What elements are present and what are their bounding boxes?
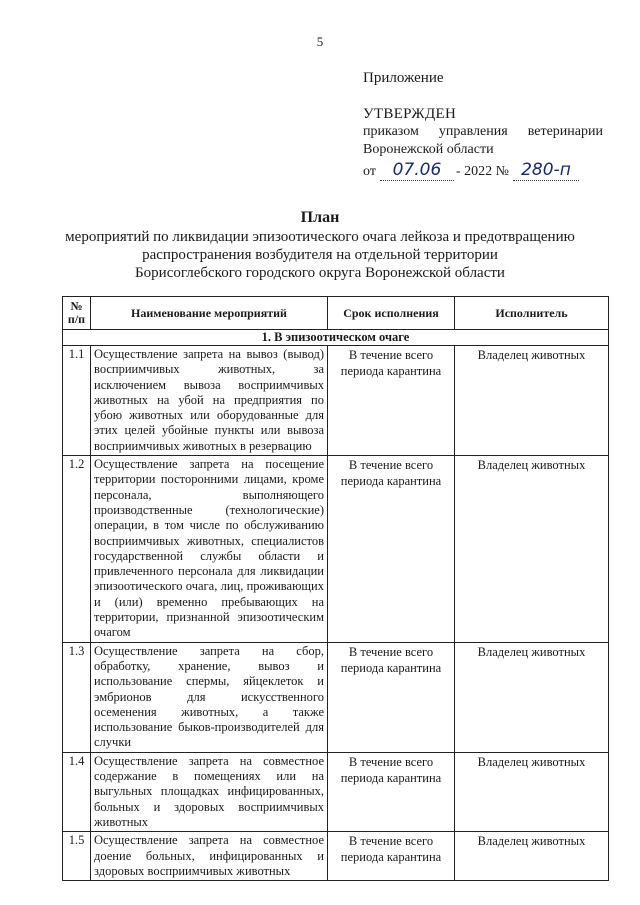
order-date-line [363,160,579,181]
plan-table [62,296,609,881]
row-term: В течение всего периода карантина [328,456,455,643]
row-num: 1.3 [63,642,91,752]
row-num: 1.2 [63,456,91,643]
order-word-3: ветеринарии [527,124,603,139]
row-term: В течение всего периода карантина [328,752,455,831]
row-term: В течение всего периода карантина [328,346,455,456]
handwritten-date: 07.06 [380,160,454,181]
row-term: В течение всего периода карантина [328,642,455,752]
row-executor: Владелец животных [455,346,609,456]
row-executor: Владелец животных [455,832,609,881]
table-header-row [63,297,609,330]
header-executor: Исполнитель [455,297,609,330]
order-region: Воронежской области [363,142,494,157]
order-word-1: приказом [363,124,419,139]
row-num: 1.5 [63,832,91,881]
section-title: 1. В эпизоотическом очаге [63,330,609,346]
date-prefix: от [363,164,376,179]
row-name: Осуществление запрета на сбор, обработку, хранение, вывоз и использование спермы, яйцеклеток и эмбрионов для искусственного осеменения животных, а также использование быков-производителей для случки [91,642,328,752]
approved-label: УТВЕРЖДЕН [363,106,457,122]
handwritten-number: 280-п [513,160,579,181]
row-num: 1.4 [63,752,91,831]
row-name: Осуществление запрета на совместное доение больных, инфицированных и здоровых восприимчивых животных [91,832,328,881]
row-executor: Владелец животных [455,642,609,752]
plan-subtitle-2: распространения возбудителя на отдельной территории [142,247,498,263]
header-term: Срок исполнения [328,297,455,330]
header-num: № п/п [63,297,91,330]
appendix-label: Приложение [363,70,444,86]
row-name: Осуществление запрета на вывоз (вывод) восприимчивых животных, за исключением вывоза восприимчивых животных на убой на предприятия по убою животных или оборудованные для этих целей убойные пункты или вывоза восприимчивых животных в резервацию [91,346,328,456]
header-name: Наименование мероприятий [91,297,328,330]
page-number: 5 [316,34,324,49]
row-executor: Владелец животных [455,752,609,831]
plan-subtitle-3: Борисоглебского городского округа Воронежской области [135,265,505,281]
row-name: Осуществление запрета на посещение территории посторонними лицами, кроме персонала, выполняющего производственные (технологические) операции, в том числе по обслуживанию восприимчивых животных, специалистов государственной службы области и привлеченного персонала для ликвидации эпизоотического очага, лиц, проживающих и (или) временно пребывающих на территории, признанной эпизоотическим очагом [91,456,328,643]
plan-subtitle-1: мероприятий по ликвидации эпизоотического очага лейкоза и предотвращению [65,229,575,245]
table-row [63,832,609,881]
section-row [63,330,609,346]
row-name: Осуществление запрета на совместное содержание в помещениях или на выгульных площадках инфицированных, больных и здоровых восприимчивых животных [91,752,328,831]
order-word-2: управления [438,124,508,139]
table-row [63,346,609,456]
date-year: - 2022 № [455,164,509,179]
row-term: В течение всего периода карантина [328,832,455,881]
table-row [63,456,609,643]
table-row [63,752,609,831]
order-line-1 [363,124,603,140]
plan-title: План [300,209,340,226]
row-num: 1.1 [63,346,91,456]
table-row [63,642,609,752]
row-executor: Владелец животных [455,456,609,643]
